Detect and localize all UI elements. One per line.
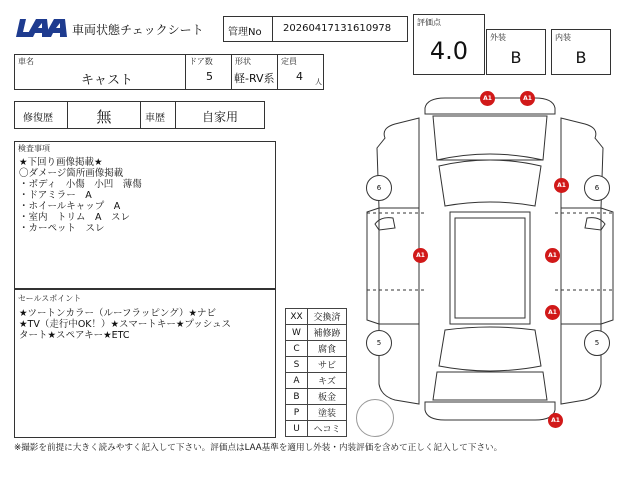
legend-desc: 板金 [307,388,347,405]
interior-value: B [575,48,587,67]
legend-desc: 交換済 [307,308,347,325]
repair-label-cell [14,101,68,129]
shape-cell [231,54,278,90]
usage-label-cell [140,101,176,129]
legend-desc: 塗装 [307,404,347,421]
score-value: 4.0 [429,37,469,65]
hood [433,116,547,160]
exterior-label: 外装 [490,33,506,42]
interior-label: 内装 [555,33,571,42]
repair-value: 無 [96,108,112,126]
damage-marker-left-door: A1 [413,248,428,263]
mgmt-no-cell [272,16,408,42]
damage-marker-front-left: A1 [480,91,495,106]
legend-code: XX [285,308,308,325]
inspection-line: ・ボディ 小傷 小凹 薄傷 [19,179,142,190]
inspection-lines [19,157,142,234]
mgmt-label: 管理No [228,27,262,38]
rear-window [439,327,541,371]
score-label: 評価点 [417,18,441,27]
doors-cell [185,54,232,90]
exterior-box [486,29,546,75]
legend-desc: キズ [307,372,347,389]
exterior-value: B [510,48,522,67]
logo-box [14,17,74,41]
damage-marker-right-door: A1 [545,248,560,263]
laa-logo-icon [14,17,72,39]
tire-front-left: 6 [366,175,392,201]
rear-hatch [433,372,547,400]
repair-value-cell [67,101,141,129]
legend-code: W [285,324,308,341]
inspection-line: ・カーペット スレ [19,223,105,234]
sales-line: ★ツートンカラー（ルーフラッピング）★ナビ [19,308,216,319]
inspection-label: 検査事項 [18,144,50,153]
usage-value: 自家用 [201,110,238,124]
legend-code: A [285,372,308,389]
score-box [413,14,485,75]
sales-line: タート★スペアキー★ETC [19,330,130,341]
mgmt-no: 20260417131610978 [283,23,392,34]
legend-code: U [285,420,308,437]
capacity-value: 4 [296,70,303,83]
legend-code: S [285,356,308,373]
legend-desc: 補修跡 [307,324,347,341]
damage-marker-front-right: A1 [520,91,535,106]
left-mirror [375,218,395,230]
damage-marker-rear: A1 [548,413,563,428]
inspection-line: ・ドアミラー A [19,190,92,201]
inspection-line: ★下回り画像掲載★ [19,157,103,168]
inspection-box [14,141,276,289]
windshield [439,160,541,206]
usage-label: 車歴 [145,113,165,124]
vehicle-name-label: 車名 [18,57,34,66]
mgmt-label-cell [223,16,273,42]
legend-desc: サビ [307,356,347,373]
car-diagram [355,88,625,433]
legend-desc: ヘコミ [307,420,347,437]
rear-bumper [425,402,555,420]
inspection-line: 〇ダメージ箇所画像掲載 [19,168,124,179]
tire-rear-left: 5 [366,330,392,356]
roof [450,212,530,324]
tire-front-right: 6 [584,175,610,201]
capacity-unit: 人 [315,78,322,86]
sales-line: ★TV（走行中OK！）★スマートキー★プッシュス [19,319,232,330]
legend-code: P [285,404,308,421]
legend-desc: 腐食 [307,340,347,357]
sheet-title: 車両状態チェックシート [72,22,204,37]
capacity-cell [277,54,324,90]
shape-label: 形状 [235,57,251,66]
footer-note: ※撮影を前提に大きく読みやすく記入して下さい。評価点はLAA基準を適用し外装・内装評価を含めて正しく記入して下さい。 [14,443,503,453]
interior-box [551,29,611,75]
sales-lines [19,308,231,341]
inspection-line: ・ホイールキャップ A [19,201,121,212]
sales-label: セールスポイント [18,294,82,303]
shape-value: 軽-RV系 [234,72,275,85]
capacity-label: 定員 [281,57,297,66]
right-mirror [585,218,605,230]
doors-label: ドア数 [189,57,213,66]
tire-rear-right: 5 [584,330,610,356]
repair-label: 修復歴 [23,113,53,124]
vehicle-name-cell [14,54,186,90]
inspection-line: ・室内 トリム A スレ [19,212,130,223]
legend-code: C [285,340,308,357]
spare-tire-icon [356,399,394,437]
damage-marker-right-front: A1 [554,178,569,193]
damage-marker-right-rear: A1 [545,305,560,320]
usage-value-cell [175,101,265,129]
doors-value: 5 [206,70,213,83]
sales-box [14,289,276,438]
vehicle-name: キャスト [81,73,134,88]
legend-code: B [285,388,308,405]
